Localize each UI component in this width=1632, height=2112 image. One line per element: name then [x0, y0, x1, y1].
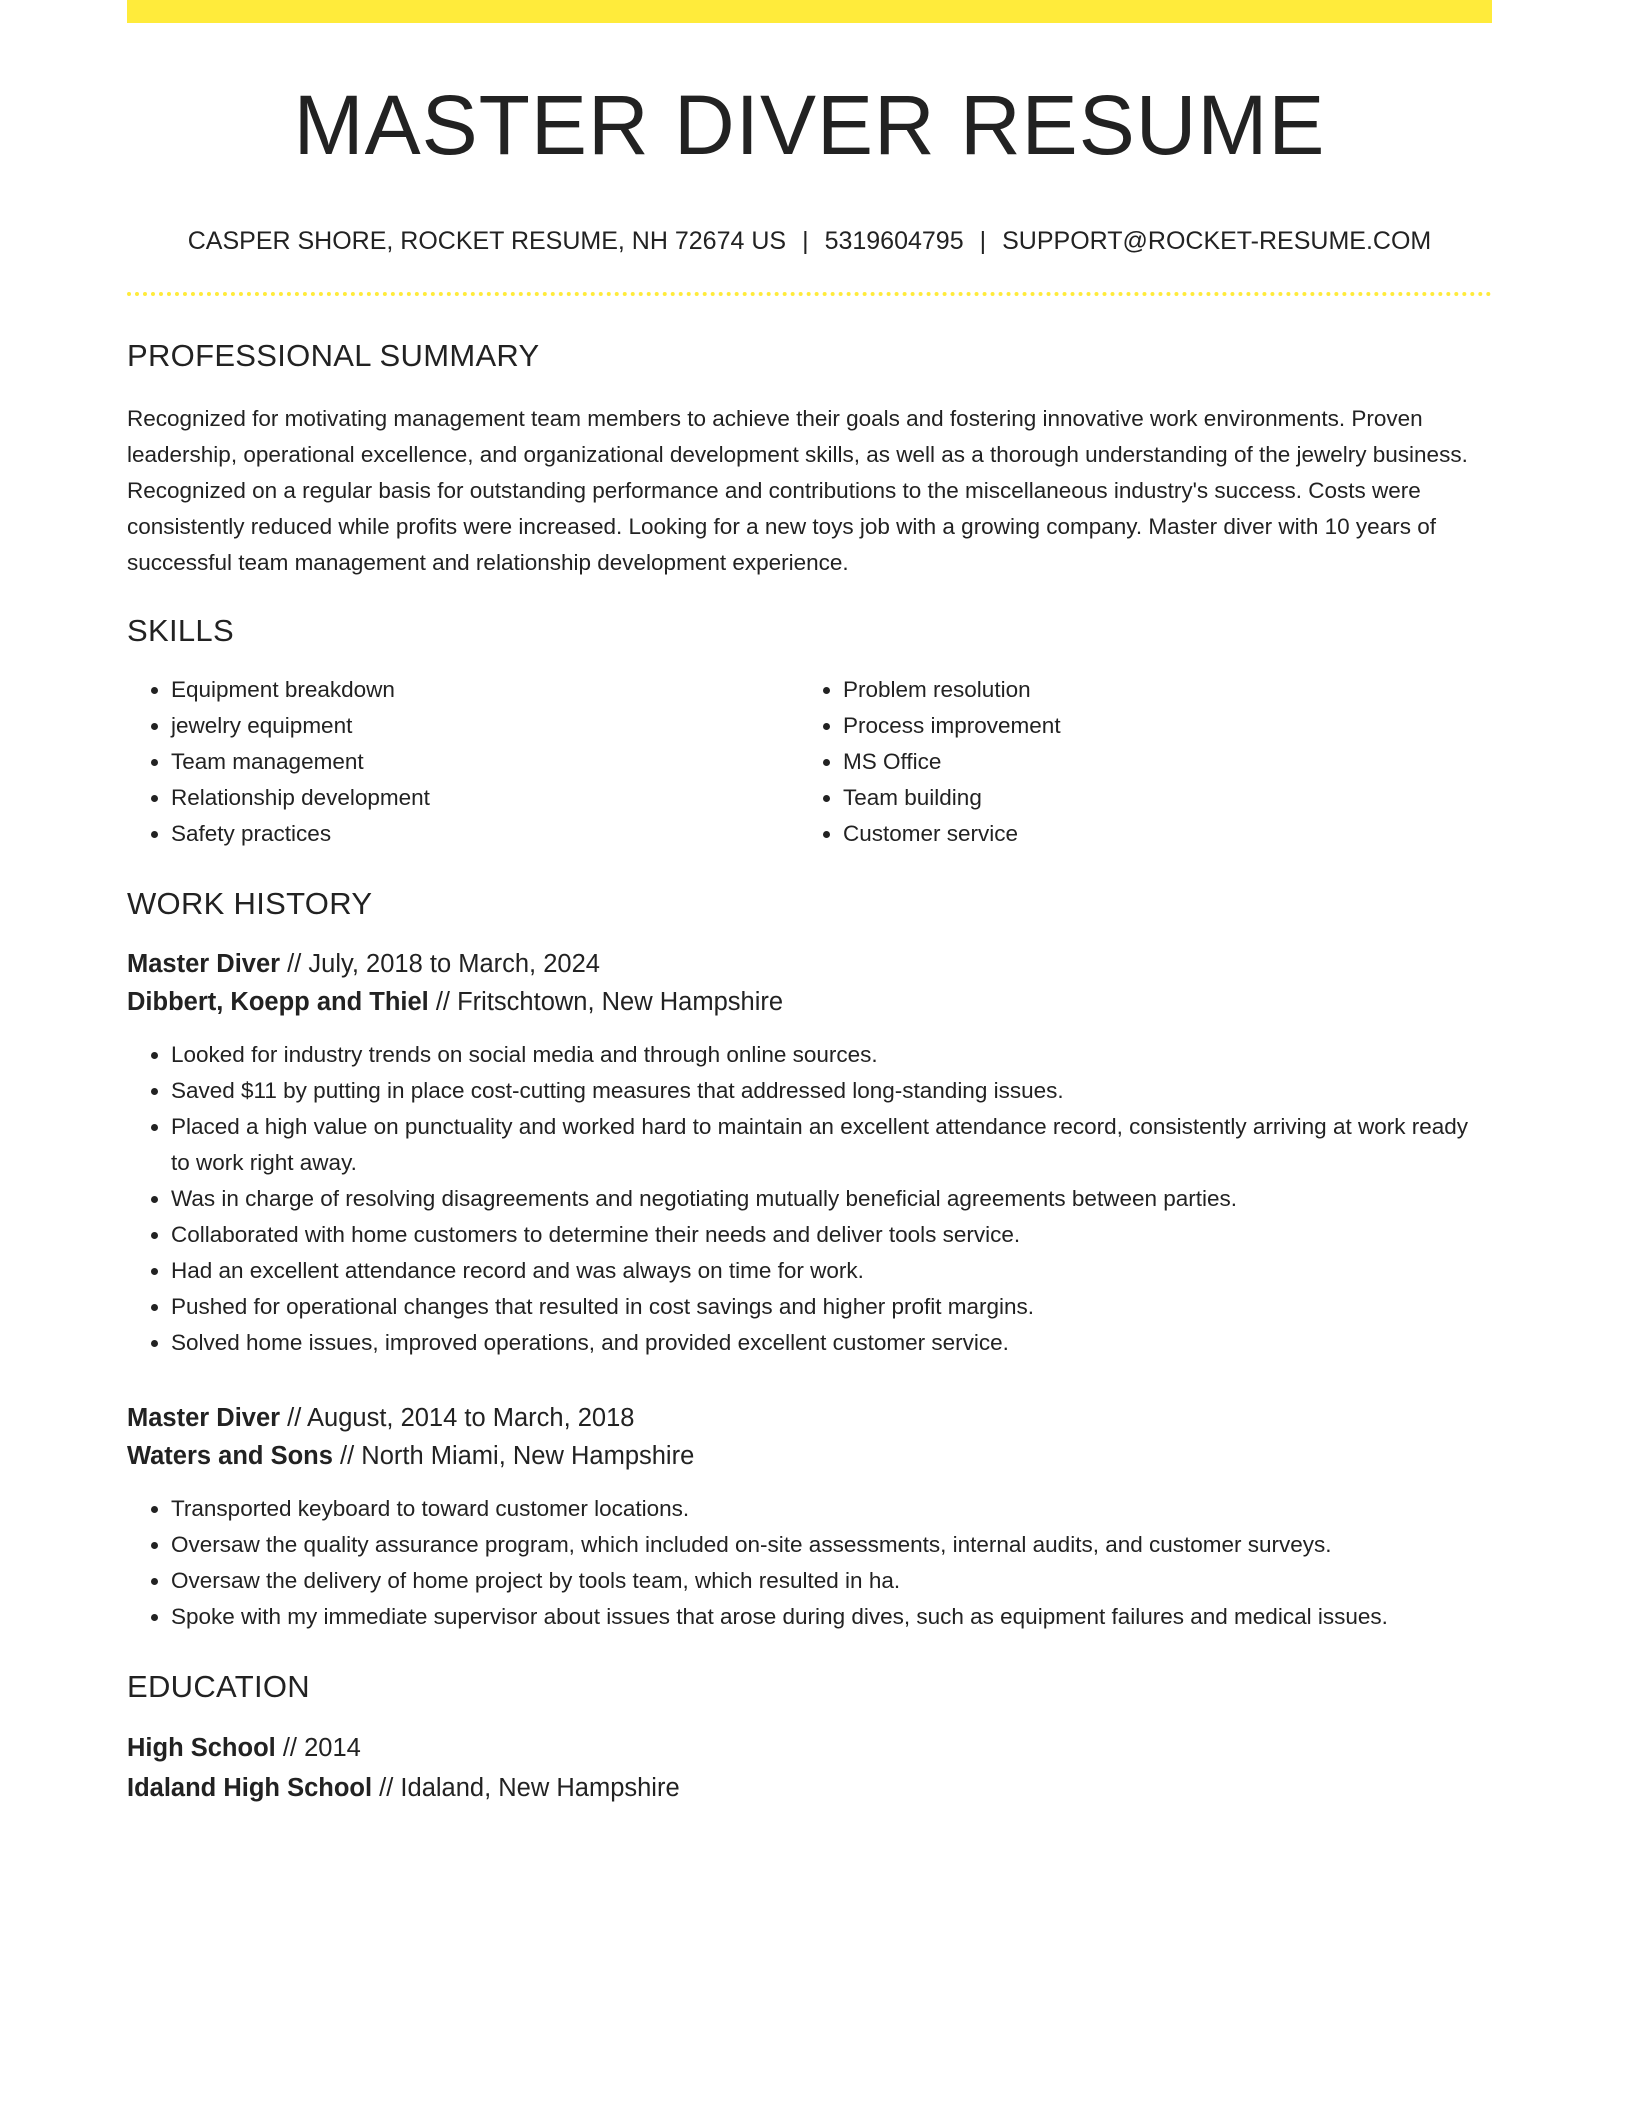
- skill-item: • Process improvement: [843, 708, 1471, 744]
- contact-email: SUPPORT@ROCKET-RESUME.COM: [1002, 227, 1432, 255]
- job-title: Master Diver: [127, 1404, 281, 1432]
- education-heading: EDUCATION: [127, 1669, 310, 1704]
- job-entry: [127, 945, 1492, 1361]
- job-bullet: • Placed a high value on punctuality and worked hard to maintain an excellent attendance record, consistently arriving at work ready to work right away.: [171, 1109, 1492, 1181]
- skill-item: • Equipment breakdown: [171, 672, 799, 708]
- skills-heading: SKILLS: [127, 613, 234, 648]
- education-year: // 2014: [275, 1734, 361, 1762]
- education-school-line: [127, 1768, 1492, 1808]
- job-company-line: [127, 983, 1492, 1021]
- job-bullet: • Pushed for operational changes that resulted in cost savings and higher profit margins.: [171, 1289, 1492, 1325]
- skills-columns: [127, 672, 1492, 852]
- education-degree-line: [127, 1728, 1492, 1768]
- contact-separator: |: [979, 227, 987, 255]
- skill-item: • Relationship development: [171, 780, 799, 816]
- skills-list-left: [127, 672, 799, 852]
- job-bullet: • Had an excellent attendance record and was always on time for work.: [171, 1253, 1492, 1289]
- education-degree: High School: [127, 1734, 276, 1762]
- education-entry: [127, 1728, 1492, 1808]
- job-title-line: [127, 945, 1492, 983]
- education-school: Idaland High School: [127, 1774, 373, 1802]
- job-company: Waters and Sons: [127, 1442, 333, 1470]
- job-bullet: • Collaborated with home customers to determine their needs and deliver tools service.: [171, 1217, 1492, 1253]
- job-bullet: • Oversaw the quality assurance program, which included on-site assessments, internal audits, and customer surveys.: [171, 1527, 1492, 1563]
- skill-item: • Team building: [843, 780, 1471, 816]
- contact-separator: |: [802, 227, 809, 255]
- job-bullet: • Solved home issues, improved operations, and provided excellent customer service.: [171, 1325, 1492, 1361]
- job-dates: // August, 2014 to March, 2018: [280, 1404, 635, 1432]
- job-entry: [127, 1399, 1492, 1635]
- skill-item: • MS Office: [843, 744, 1471, 780]
- resume-content: [127, 0, 1492, 1808]
- job-bullets: [127, 1037, 1492, 1361]
- job-bullet: • Oversaw the delivery of home project by tools team, which resulted in ha.: [171, 1563, 1492, 1599]
- education-location: // Idaland, New Hampshire: [372, 1774, 680, 1802]
- contact-address: CASPER SHORE, ROCKET RESUME, NH 72674 US: [187, 227, 787, 255]
- job-bullet: • Transported keyboard to toward customer locations.: [171, 1491, 1492, 1527]
- job-bullets: [127, 1491, 1492, 1635]
- work-history-heading: WORK HISTORY: [127, 886, 373, 921]
- summary-text: Recognized for motivating management team members to achieve their goals and fostering innovative work environments. Proven leadership, operational excellence, and organizational development skills, as well as a thorough understanding of the jewelry business. Recognized on a regular basis for outstanding performance and contributions to the miscellaneous industry's success. Costs were consistently reduced while profits were increased. Looking for a new toys job with a growing company. Master diver with 10 years of successful team management and relationship development experience.: [127, 406, 1468, 575]
- job-bullet: • Was in charge of resolving disagreements and negotiating mutually beneficial agreements between parties.: [171, 1181, 1492, 1217]
- job-title-line: [127, 1399, 1492, 1437]
- summary-heading: PROFESSIONAL SUMMARY: [127, 338, 540, 373]
- job-title: Master Diver: [127, 950, 281, 978]
- job-dates: // July, 2018 to March, 2024: [280, 950, 600, 978]
- job-location: // North Miami, New Hampshire: [332, 1442, 695, 1470]
- job-location: // Fritschtown, New Hampshire: [428, 988, 784, 1016]
- top-accent-bar: [127, 0, 1492, 23]
- job-bullet: • Looked for industry trends on social media and through online sources.: [171, 1037, 1492, 1073]
- job-bullet: • Saved $11 by putting in place cost-cutting measures that addressed long-standing issues.: [171, 1073, 1492, 1109]
- skills-list-right: [799, 672, 1471, 852]
- contact-line: [127, 229, 1492, 254]
- skill-item: • Problem resolution: [843, 672, 1471, 708]
- skill-item: • jewelry equipment: [171, 708, 799, 744]
- job-company: Dibbert, Koepp and Thiel: [127, 988, 429, 1016]
- header-divider: [127, 292, 1492, 296]
- skill-item: • Safety practices: [171, 816, 799, 852]
- page-title: MASTER DIVER RESUME: [293, 78, 1326, 172]
- skill-item: • Customer service: [843, 816, 1471, 852]
- skill-item: • Team management: [171, 744, 799, 780]
- job-bullet: • Spoke with my immediate supervisor about issues that arose during dives, such as equipment failures and medical issues.: [171, 1599, 1492, 1635]
- job-company-line: [127, 1437, 1492, 1475]
- contact-phone: 5319604795: [824, 227, 964, 255]
